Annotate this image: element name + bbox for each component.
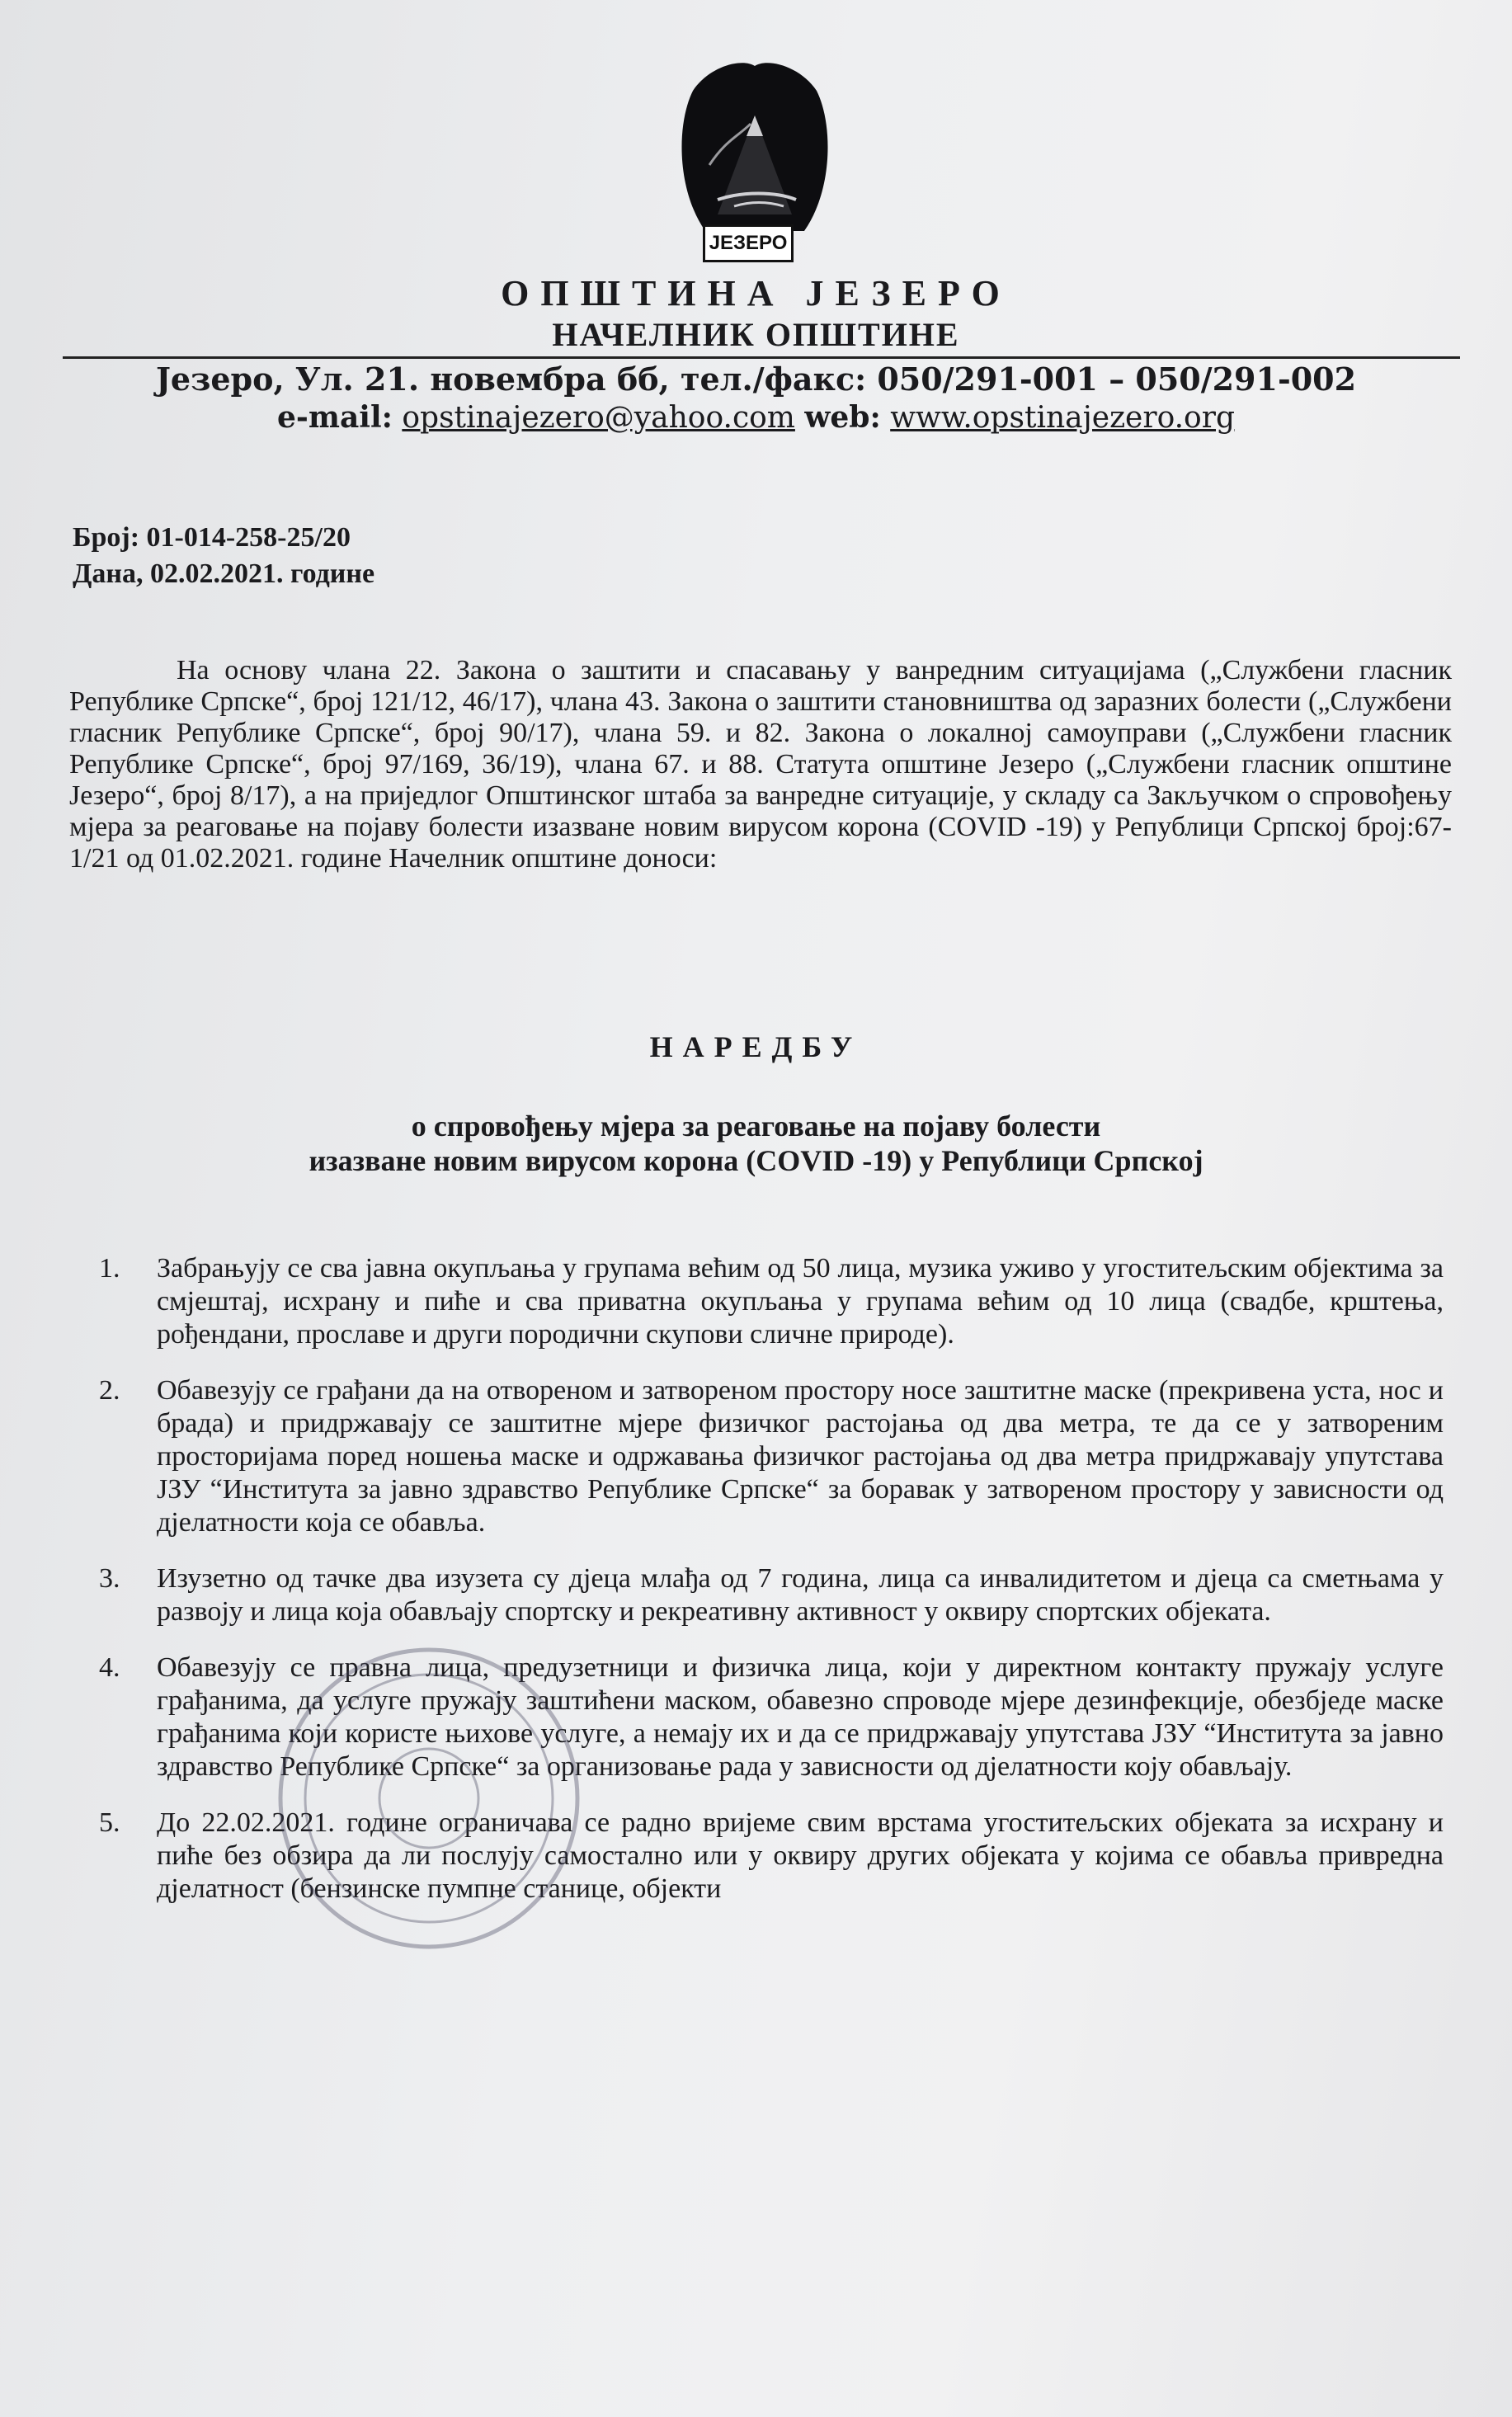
email-link[interactable]: opstinajezero@yahoo.com — [402, 401, 795, 435]
item-number: 2. — [99, 1375, 120, 1406]
email-label: e-mail: — [277, 400, 393, 435]
legal-basis-paragraph: На основу члана 22. Закона о заштити и спасавању у ванредним ситуацијама („Службени гласник Републике Српске“, број 121/12, 46/17), члана 43. Закона о заштити становништва од заразних болести („Службени гласник Републике Српске“, број 90/17), члана 59. и 82. Закона о локалној самоуправи („Службени гласник Републике Српске“, број 97/169, 36/19), члана 67. и 88. Статута општине Језеро („Службени гласник општине Језеро“, број 8/17), а на приједлог Општинског штаба за ванредне ситуације, у складу са Закључком о спровођењу мјера за реаговање на појаву болести изазване новим вирусом корона (COVID -19) у Републици Српској број:67-1/21 од 01.02.2021. године Начелник општине доноси: — [69, 655, 1452, 874]
item-text: Забрањују се сва јавна окупљања у групама већим од 50 лица, музика уживо у угоститељским објектима за смјештај, исхрану и пиће и сва приватна окупљања у групама већим од 10 лица (свадбе, крштења, рођендани, прославе и други породични скупови сличне природе). — [157, 1253, 1444, 1350]
item-number: 3. — [99, 1563, 120, 1594]
web-label: web: — [804, 400, 881, 435]
order-title: НАРЕДБУ — [649, 1030, 863, 1063]
item-number: 1. — [99, 1253, 120, 1284]
item-number: 4. — [99, 1652, 120, 1683]
order-item — [58, 1562, 1444, 1628]
logo-label: ЈЕЗЕРО — [703, 224, 794, 262]
address-phone-line: Језеро, Ул. 21. новембра бб, тел./факс: 050/291-001 – 050/291-002 — [155, 360, 1357, 398]
mayor-title: НАЧЕЛНИК ОПШТИНЕ — [552, 316, 960, 353]
municipality-name: ОПШТИНА ЈЕЗЕРО — [501, 273, 1011, 313]
order-subtitle-line-1: о спровођењу мјера за реаговање на појаву болести — [411, 1110, 1101, 1143]
order-item — [58, 1807, 1444, 1906]
item-text: Изузетно од тачке два изузета су дјеца млађа од 7 година, лица са инвалидитетом и дјеца са сметњама у развоју и лица која обављају спортску и рекреативну активност у оквиру спортских објеката. — [157, 1563, 1444, 1627]
order-item — [58, 1252, 1444, 1351]
order-items-list — [58, 1252, 1444, 1929]
order-subtitle-line-2: изазване новим вирусом корона (COVID -19) у Републици Српској — [309, 1144, 1203, 1177]
order-subtitle — [0, 1109, 1512, 1178]
document-meta — [73, 520, 374, 592]
header-divider — [63, 356, 1460, 359]
document-date: Дана, 02.02.2021. године — [73, 558, 375, 589]
web-link[interactable]: www.opstinajezero.org — [890, 401, 1235, 435]
order-item — [58, 1374, 1444, 1539]
order-item — [58, 1651, 1444, 1783]
item-text: До 22.02.2021. године ограничава се радно вријеме свим врстама угоститељских објеката за исхрану и пиће без обзира да ли послују самостално или у оквиру других објеката у којима се обавља привредна дјелатност (бензинске пумпне станице, објекти — [157, 1807, 1444, 1904]
email-web-line — [0, 400, 1512, 435]
item-text: Обавезују се правна лица, предузетници и физичка лица, који у директном контакту пружају услуге грађанима, да услуге пружају заштићени маском, обавезно спроводе мјере дезинфекције, обезбједе маске грађанима који користе њихове услуге, а немају их и да се придржавају упутстава ЈЗУ “Института за јавно здравство Републике Српске“ за организовање рада у зависности од дјелатности коју обављају. — [157, 1652, 1444, 1782]
item-text: Обавезују се грађани да на отвореном и затвореном простору носе заштитне маске (прекривена уста, нос и брада) и придржавају се заштитне мјере физичког растојања од два метра, те да се у затвореним просторијама поред ношења маске и одржавања физичког растојања од два метра придржавају упутстава ЈЗУ “Института за јавно здравство Републике Српске“ за боравак у затвореном простору у зависности од дјелатности која се обавља. — [157, 1375, 1444, 1538]
item-number: 5. — [99, 1807, 120, 1838]
document-number: Број: 01-014-258-25/20 — [73, 522, 351, 553]
